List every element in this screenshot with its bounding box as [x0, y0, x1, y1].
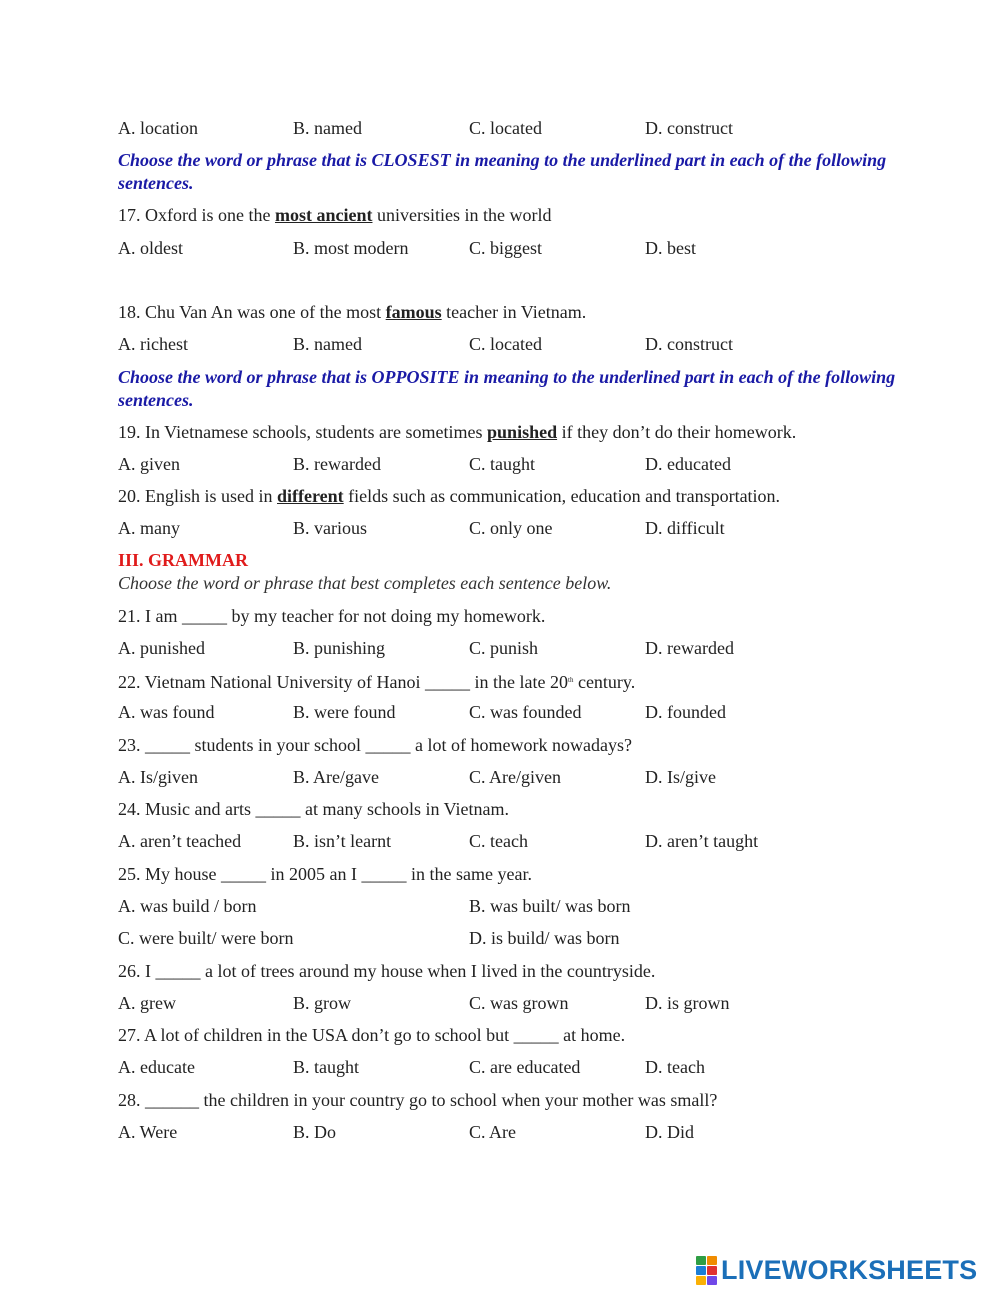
- q24-option-b[interactable]: B. isn’t learnt: [293, 831, 392, 851]
- q21-option-a[interactable]: A. punished: [118, 638, 205, 658]
- question-26: 26. I _____ a lot of trees around my house when I lived in the countryside.: [118, 961, 656, 981]
- q18-underlined: famous: [385, 302, 442, 322]
- grammar-instruction: Choose the word or phrase that best completes each sentence below.: [118, 573, 612, 593]
- q22-option-c[interactable]: C. was founded: [469, 702, 582, 722]
- q28-option-d[interactable]: D. Did: [645, 1122, 694, 1142]
- q22-option-b[interactable]: B. were found: [293, 702, 396, 722]
- q28-option-c[interactable]: C. Are: [469, 1122, 516, 1142]
- q23-option-c[interactable]: C. Are/given: [469, 767, 561, 787]
- q18-option-c[interactable]: C. located: [469, 334, 542, 354]
- question-24: 24. Music and arts _____ at many schools in Vietnam.: [118, 799, 510, 819]
- liveworksheets-logo-icon: [696, 1256, 717, 1285]
- q16-option-c[interactable]: C. located: [469, 118, 542, 138]
- q19-option-a[interactable]: A. given: [118, 454, 180, 474]
- liveworksheets-logo[interactable]: [696, 1255, 977, 1285]
- q25-option-b[interactable]: B. was built/ was born: [469, 896, 631, 916]
- q26-option-b[interactable]: B. grow: [293, 993, 351, 1013]
- liveworksheets-logo-text: LIVEWORKSHEETS: [721, 1254, 978, 1285]
- q17-underlined: most ancient: [274, 205, 373, 225]
- q20-option-c[interactable]: C. only one: [469, 518, 553, 538]
- question-23: 23. _____ students in your school _____ a lot of homework nowadays?: [118, 735, 632, 755]
- question-17: [118, 204, 551, 226]
- q17-text-post: universities in the world: [372, 205, 552, 225]
- question-18: [118, 301, 586, 323]
- question-19: [118, 421, 796, 443]
- q17-option-a[interactable]: A. oldest: [118, 238, 183, 258]
- q20-text-post: fields such as communication, education and transportation.: [343, 486, 781, 506]
- q18-option-a[interactable]: A. richest: [118, 334, 188, 354]
- q27-option-d[interactable]: D. teach: [645, 1057, 705, 1077]
- q21-option-d[interactable]: D. rewarded: [645, 638, 734, 658]
- q25-option-d[interactable]: D. is build/ was born: [469, 928, 620, 948]
- q17-option-c[interactable]: C. biggest: [469, 238, 543, 258]
- q27-option-a[interactable]: A. educate: [118, 1057, 195, 1077]
- question-20: [118, 485, 780, 507]
- q20-option-b[interactable]: B. various: [293, 518, 367, 538]
- q20-option-a[interactable]: A. many: [118, 518, 180, 538]
- q26-option-a[interactable]: A. grew: [118, 993, 176, 1013]
- q28-option-b[interactable]: B. Do: [293, 1122, 337, 1142]
- q17-option-b[interactable]: B. most modern: [293, 238, 409, 258]
- q21-option-c[interactable]: C. punish: [469, 638, 539, 658]
- q18-option-d[interactable]: D. construct: [645, 334, 733, 354]
- instruction-closest: Choose the word or phrase that is CLOSEST in meaning to the underlined part in each of the following sentences.: [118, 150, 887, 193]
- q17-option-d[interactable]: D. best: [645, 238, 696, 258]
- q18-text-pre: 18. Chu Van An was one of the most: [118, 302, 386, 322]
- q27-option-b[interactable]: B. taught: [293, 1057, 359, 1077]
- q22-text-pre: 22. Vietnam National University of Hanoi _____ in the late 20: [118, 672, 568, 692]
- q24-option-d[interactable]: D. aren’t taught: [645, 831, 759, 851]
- question-21: 21. I am _____ by my teacher for not doing my homework.: [118, 606, 546, 626]
- q23-option-a[interactable]: A. Is/given: [118, 767, 198, 787]
- q26-option-d[interactable]: D. is grown: [645, 993, 730, 1013]
- q19-text-pre: 19. In Vietnamese schools, students are sometimes: [118, 422, 488, 442]
- q23-option-b[interactable]: B. Are/gave: [293, 767, 379, 787]
- q16-option-b[interactable]: B. named: [293, 118, 362, 138]
- q24-option-a[interactable]: A. aren’t teached: [118, 831, 242, 851]
- q24-option-c[interactable]: C. teach: [469, 831, 528, 851]
- question-22: [118, 669, 635, 693]
- instruction-opposite: Choose the word or phrase that is OPPOSITE in meaning to the underlined part in each of the following sentences.: [118, 367, 896, 410]
- q19-option-b[interactable]: B. rewarded: [293, 454, 381, 474]
- question-27: 27. A lot of children in the USA don’t go to school but _____ at home.: [118, 1025, 626, 1045]
- q22-text-post: century.: [573, 672, 636, 692]
- q22-option-d[interactable]: D. founded: [645, 702, 726, 722]
- q28-option-a[interactable]: A. Were: [118, 1122, 178, 1142]
- question-28: 28. ______ the children in your country go to school when your mother was small?: [118, 1090, 718, 1110]
- q25-option-c[interactable]: C. were built/ were born: [118, 928, 294, 948]
- section-heading-grammar: III. GRAMMAR: [118, 550, 248, 570]
- q16-option-d[interactable]: D. construct: [645, 118, 733, 138]
- q19-text-post: if they don’t do their homework.: [557, 422, 797, 442]
- q22-superscript: th: [568, 676, 574, 684]
- q26-option-c[interactable]: C. was grown: [469, 993, 569, 1013]
- q22-option-a[interactable]: A. was found: [118, 702, 215, 722]
- q19-underlined: punished: [487, 422, 558, 442]
- q18-text-post: teacher in Vietnam.: [441, 302, 587, 322]
- q17-text-pre: 17. Oxford is one the: [118, 205, 275, 225]
- q16-option-a[interactable]: A. location: [118, 118, 198, 138]
- q20-option-d[interactable]: D. difficult: [645, 518, 725, 538]
- q19-option-d[interactable]: D. educated: [645, 454, 731, 474]
- q18-option-b[interactable]: B. named: [293, 334, 362, 354]
- question-25: 25. My house _____ in 2005 an I _____ in the same year.: [118, 864, 532, 884]
- q23-option-d[interactable]: D. Is/give: [645, 767, 716, 787]
- q25-option-a[interactable]: A. was build / born: [118, 896, 257, 916]
- q20-text-pre: 20. English is used in: [118, 486, 278, 506]
- q27-option-c[interactable]: C. are educated: [469, 1057, 581, 1077]
- q19-option-c[interactable]: C. taught: [469, 454, 535, 474]
- q21-option-b[interactable]: B. punishing: [293, 638, 386, 658]
- q20-underlined: different: [277, 486, 344, 506]
